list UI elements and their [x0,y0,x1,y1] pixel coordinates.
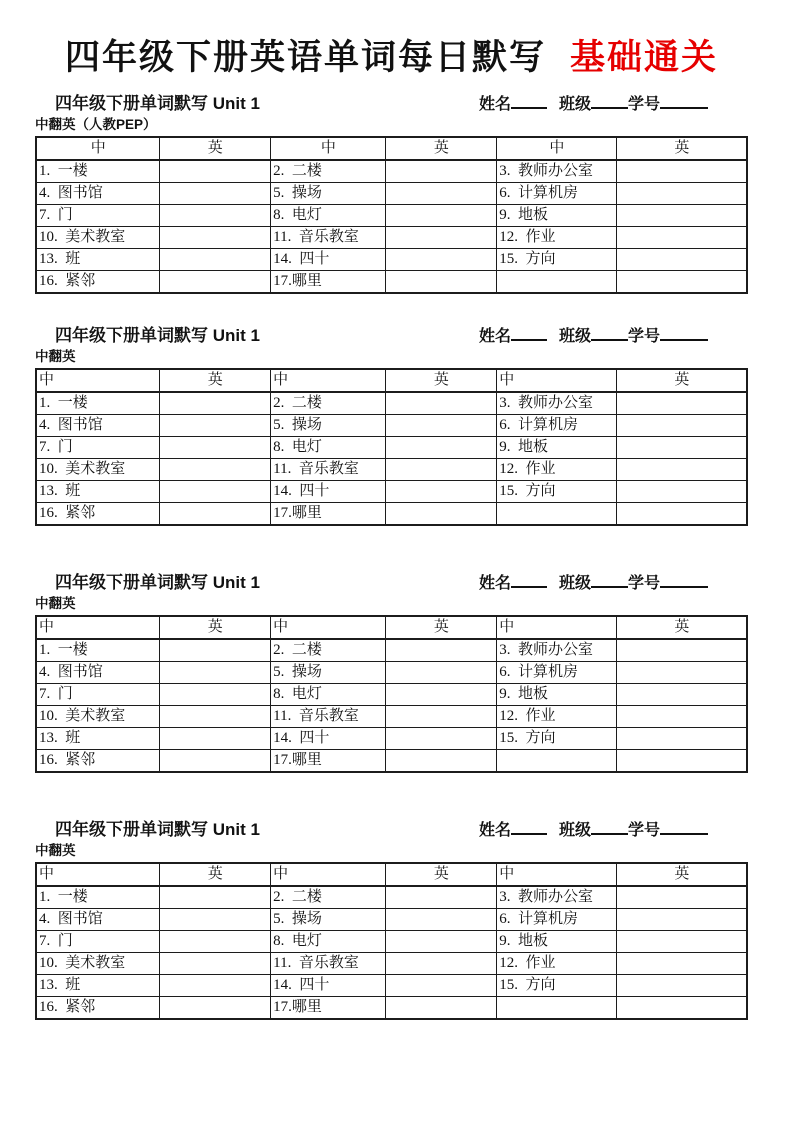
table-row [36,392,747,415]
name-blank-field[interactable] [511,94,547,109]
english-answer-cell[interactable] [159,503,271,526]
english-answer-cell[interactable] [385,886,497,909]
chinese-word-cell: 6. 计算机房 [497,415,616,437]
table-row [36,415,747,437]
english-answer-cell[interactable] [616,639,747,662]
english-answer-cell[interactable] [385,481,497,503]
column-header: 英 [385,616,497,639]
chinese-word-cell: 4. 图书馆 [36,415,159,437]
table-row [36,931,747,953]
column-header: 中 [271,137,385,160]
chinese-word-cell: 16. 紧邻 [36,271,159,294]
id-blank-field[interactable] [660,326,708,341]
direction-label: 中翻英 [35,843,76,858]
chinese-word-cell: 10. 美术教室 [36,706,159,728]
table-row [36,750,747,773]
class-label: 班级 [558,822,591,839]
chinese-word-cell: 4. 图书馆 [36,662,159,684]
english-answer-cell[interactable] [159,909,271,931]
class-blank-field[interactable] [591,573,628,588]
table-row [36,662,747,684]
column-header: 英 [385,863,497,886]
english-answer-cell[interactable] [385,706,497,728]
table-row [36,437,747,459]
english-answer-cell[interactable] [159,728,271,750]
column-header: 英 [616,137,747,160]
column-header: 中 [497,369,616,392]
column-header: 中 [497,137,616,160]
worksheet-section-3 [35,570,748,773]
english-answer-cell[interactable] [385,662,497,684]
chinese-word-cell: 15. 方向 [497,975,616,997]
chinese-word-cell: 2. 二楼 [271,392,385,415]
chinese-word-cell: 15. 方向 [497,728,616,750]
dictation-table [35,862,748,1020]
chinese-word-cell: 12. 作业 [497,953,616,975]
table-row [36,953,747,975]
student-info-fields [479,323,748,346]
english-answer-cell[interactable] [385,684,497,706]
table-row [36,997,747,1020]
english-answer-cell[interactable] [159,481,271,503]
column-header: 中 [271,369,385,392]
column-header: 英 [385,369,497,392]
english-answer-cell[interactable] [616,728,747,750]
chinese-word-cell: 12. 作业 [497,459,616,481]
name-label: 姓名 [478,575,511,592]
chinese-word-cell: 5. 操场 [271,183,385,205]
direction-label: 中翻英 [35,596,76,611]
chinese-word-cell: 13. 班 [36,975,159,997]
column-header: 英 [159,137,271,160]
table-row [36,975,747,997]
chinese-word-cell: 7. 门 [36,684,159,706]
english-answer-cell[interactable] [385,953,497,975]
section-title: 四年级下册单词默写 Unit 1 [55,326,260,345]
column-header: 英 [385,137,497,160]
english-answer-cell[interactable] [385,437,497,459]
english-answer-cell[interactable] [616,415,747,437]
english-answer-cell[interactable] [159,975,271,997]
chinese-word-cell: 17.哪里 [271,750,385,773]
chinese-word-cell: 1. 一楼 [36,639,159,662]
chinese-word-cell: 7. 门 [36,205,159,227]
table-row [36,639,747,662]
english-answer-cell[interactable] [159,415,271,437]
english-answer-cell[interactable] [616,909,747,931]
english-answer-cell[interactable] [616,437,747,459]
chinese-word-cell: 2. 二楼 [271,886,385,909]
english-answer-cell[interactable] [616,205,747,227]
english-answer-cell[interactable] [159,997,271,1020]
chinese-word-cell: 16. 紧邻 [36,997,159,1020]
table-row [36,706,747,728]
chinese-word-cell [497,997,616,1020]
column-header: 英 [159,863,271,886]
worksheet-section-4 [35,817,748,1020]
chinese-word-cell: 7. 门 [36,931,159,953]
english-answer-cell[interactable] [159,639,271,662]
worksheet-section-2 [35,323,748,526]
chinese-word-cell: 8. 电灯 [271,205,385,227]
english-answer-cell[interactable] [159,437,271,459]
chinese-word-cell: 9. 地板 [497,931,616,953]
column-header: 中 [497,616,616,639]
chinese-word-cell: 11. 音乐教室 [271,706,385,728]
english-answer-cell[interactable] [385,249,497,271]
chinese-word-cell: 1. 一楼 [36,886,159,909]
chinese-word-cell: 1. 一楼 [36,160,159,183]
column-header: 中 [271,863,385,886]
section-heading-row [35,91,748,114]
english-answer-cell[interactable] [159,249,271,271]
chinese-word-cell: 4. 图书馆 [36,183,159,205]
english-answer-cell[interactable] [616,481,747,503]
english-answer-cell[interactable] [159,662,271,684]
english-answer-cell[interactable] [616,271,747,294]
chinese-word-cell: 14. 四十 [271,728,385,750]
chinese-word-cell: 13. 班 [36,249,159,271]
english-answer-cell[interactable] [385,503,497,526]
english-answer-cell[interactable] [159,227,271,249]
table-row [36,481,747,503]
chinese-word-cell: 10. 美术教室 [36,227,159,249]
english-answer-cell[interactable] [385,271,497,294]
id-label: 学号 [627,328,660,345]
english-answer-cell[interactable] [159,750,271,773]
english-answer-cell[interactable] [159,886,271,909]
id-blank-field[interactable] [660,820,708,835]
english-answer-cell[interactable] [159,392,271,415]
column-header: 中 [36,369,159,392]
english-answer-cell[interactable] [159,459,271,481]
table-row [36,160,747,183]
table-row [36,909,747,931]
english-answer-cell[interactable] [385,183,497,205]
chinese-word-cell: 15. 方向 [497,249,616,271]
class-blank-field[interactable] [591,820,628,835]
english-answer-cell[interactable] [616,503,747,526]
english-answer-cell[interactable] [616,975,747,997]
table-header-row [36,369,747,392]
chinese-word-cell: 8. 电灯 [271,684,385,706]
chinese-word-cell: 1. 一楼 [36,392,159,415]
id-blank-field[interactable] [660,573,708,588]
table-row [36,205,747,227]
english-answer-cell[interactable] [159,205,271,227]
column-header: 中 [497,863,616,886]
chinese-word-cell: 5. 操场 [271,662,385,684]
english-answer-cell[interactable] [616,392,747,415]
column-header: 中 [271,616,385,639]
english-answer-cell[interactable] [385,639,497,662]
chinese-word-cell: 2. 二楼 [271,160,385,183]
section-heading-row [35,323,748,346]
section-heading-row [35,817,748,840]
chinese-word-cell: 12. 作业 [497,227,616,249]
chinese-word-cell: 13. 班 [36,481,159,503]
chinese-word-cell: 9. 地板 [497,205,616,227]
id-label: 学号 [627,822,660,839]
chinese-word-cell [497,503,616,526]
chinese-word-cell: 8. 电灯 [271,931,385,953]
chinese-word-cell [497,271,616,294]
badge-text: 基础通关 [570,38,719,77]
chinese-word-cell: 3. 教师办公室 [497,886,616,909]
student-info-fields [479,570,748,593]
chinese-word-cell: 16. 紧邻 [36,750,159,773]
dictation-table [35,368,748,526]
id-label: 学号 [627,575,660,592]
english-answer-cell[interactable] [385,205,497,227]
english-answer-cell[interactable] [616,227,747,249]
chinese-word-cell: 3. 教师办公室 [497,639,616,662]
column-header: 英 [616,369,747,392]
english-answer-cell[interactable] [385,909,497,931]
name-blank-field[interactable] [511,326,547,341]
name-label: 姓名 [478,328,511,345]
page-title [35,38,748,78]
dictation-table [35,615,748,773]
table-header-row [36,616,747,639]
chinese-word-cell: 5. 操场 [271,415,385,437]
english-answer-cell[interactable] [616,249,747,271]
chinese-word-cell: 6. 计算机房 [497,909,616,931]
chinese-word-cell: 5. 操场 [271,909,385,931]
column-header: 英 [616,863,747,886]
main-title-text: 四年级下册英语单词每日默写 [64,38,546,77]
chinese-word-cell: 15. 方向 [497,481,616,503]
table-row [36,227,747,249]
section-title: 四年级下册单词默写 Unit 1 [55,820,260,839]
english-answer-cell[interactable] [385,931,497,953]
english-answer-cell[interactable] [385,392,497,415]
chinese-word-cell: 6. 计算机房 [497,662,616,684]
chinese-word-cell: 8. 电灯 [271,437,385,459]
name-blank-field[interactable] [511,573,547,588]
chinese-word-cell: 6. 计算机房 [497,183,616,205]
english-answer-cell[interactable] [616,931,747,953]
name-blank-field[interactable] [511,820,547,835]
table-header-row [36,137,747,160]
chinese-word-cell: 11. 音乐教室 [271,459,385,481]
table-row [36,183,747,205]
chinese-word-cell: 3. 教师办公室 [497,160,616,183]
section-title: 四年级下册单词默写 Unit 1 [55,573,260,592]
table-row [36,886,747,909]
chinese-word-cell: 9. 地板 [497,437,616,459]
english-answer-cell[interactable] [159,931,271,953]
chinese-word-cell: 17.哪里 [271,503,385,526]
table-row [36,503,747,526]
english-answer-cell[interactable] [159,706,271,728]
id-label: 学号 [627,96,660,113]
student-info-fields [479,91,748,114]
name-label: 姓名 [478,822,511,839]
direction-label: 中翻英（人教PEP） [35,117,157,132]
column-header: 中 [36,863,159,886]
worksheet-section-1 [35,91,748,294]
column-header: 英 [616,616,747,639]
english-answer-cell[interactable] [616,953,747,975]
section-heading-row [35,570,748,593]
chinese-word-cell: 17.哪里 [271,997,385,1020]
chinese-word-cell: 17.哪里 [271,271,385,294]
english-answer-cell[interactable] [159,160,271,183]
english-answer-cell[interactable] [385,750,497,773]
table-row [36,249,747,271]
class-label: 班级 [558,575,591,592]
english-answer-cell[interactable] [385,997,497,1020]
english-answer-cell[interactable] [616,183,747,205]
english-answer-cell[interactable] [616,160,747,183]
chinese-word-cell: 4. 图书馆 [36,909,159,931]
table-row [36,271,747,294]
chinese-word-cell: 9. 地板 [497,684,616,706]
english-answer-cell[interactable] [159,271,271,294]
name-label: 姓名 [478,96,511,113]
column-header: 中 [36,137,159,160]
id-blank-field[interactable] [660,94,708,109]
chinese-word-cell [497,750,616,773]
table-row [36,684,747,706]
english-answer-cell[interactable] [385,227,497,249]
english-answer-cell[interactable] [159,684,271,706]
english-answer-cell[interactable] [159,183,271,205]
chinese-word-cell: 7. 门 [36,437,159,459]
english-answer-cell[interactable] [385,728,497,750]
section-title: 四年级下册单词默写 Unit 1 [55,94,260,113]
english-answer-cell[interactable] [385,160,497,183]
class-blank-field[interactable] [591,94,628,109]
column-header: 中 [36,616,159,639]
chinese-word-cell: 14. 四十 [271,975,385,997]
class-label: 班级 [558,328,591,345]
chinese-word-cell: 13. 班 [36,728,159,750]
chinese-word-cell: 3. 教师办公室 [497,392,616,415]
student-info-fields [479,817,748,840]
english-answer-cell[interactable] [385,415,497,437]
dictation-table [35,136,748,294]
chinese-word-cell: 11. 音乐教室 [271,227,385,249]
english-answer-cell[interactable] [616,997,747,1020]
english-answer-cell[interactable] [616,750,747,773]
english-answer-cell[interactable] [616,706,747,728]
chinese-word-cell: 14. 四十 [271,481,385,503]
class-label: 班级 [558,96,591,113]
chinese-word-cell: 10. 美术教室 [36,459,159,481]
chinese-word-cell: 16. 紧邻 [36,503,159,526]
class-blank-field[interactable] [591,326,628,341]
chinese-word-cell: 12. 作业 [497,706,616,728]
english-answer-cell[interactable] [385,975,497,997]
table-header-row [36,863,747,886]
column-header: 英 [159,369,271,392]
chinese-word-cell: 10. 美术教室 [36,953,159,975]
english-answer-cell[interactable] [385,459,497,481]
chinese-word-cell: 2. 二楼 [271,639,385,662]
chinese-word-cell: 14. 四十 [271,249,385,271]
english-answer-cell[interactable] [616,662,747,684]
english-answer-cell[interactable] [616,886,747,909]
table-row [36,459,747,481]
table-row [36,728,747,750]
chinese-word-cell: 11. 音乐教室 [271,953,385,975]
direction-label: 中翻英 [35,349,76,364]
english-answer-cell[interactable] [616,459,747,481]
english-answer-cell[interactable] [159,953,271,975]
english-answer-cell[interactable] [616,684,747,706]
column-header: 英 [159,616,271,639]
